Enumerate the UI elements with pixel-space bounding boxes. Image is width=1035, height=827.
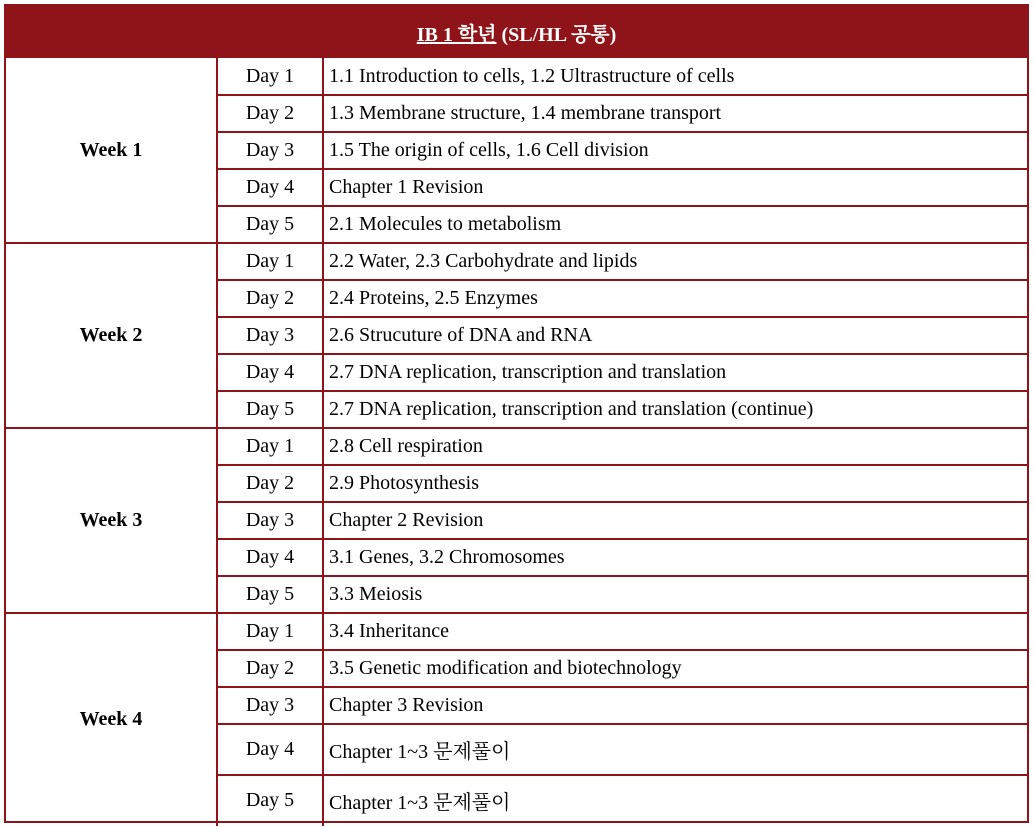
topic-text: 2.6 Strucuture of DNA and RNA xyxy=(329,324,593,346)
day-label: Day 4 xyxy=(218,539,324,576)
topic-text: Chapter 3 Revision xyxy=(329,694,484,716)
topic-text: Chapter 1 Revision xyxy=(329,176,484,198)
day-label: Day 2 xyxy=(218,465,324,502)
topic-text: 3.4 Inheritance xyxy=(329,620,449,642)
day-label: Day 1 xyxy=(218,613,324,650)
table-row xyxy=(218,391,1027,428)
topic-text: 2.4 Proteins, 2.5 Enzymes xyxy=(329,287,538,309)
table-row xyxy=(218,465,1027,502)
week-label: Week 1 xyxy=(6,58,218,243)
topic-text: 2.7 DNA replication, transcription and translation xyxy=(329,361,727,383)
title-grade: IB 1 학년 xyxy=(416,23,497,46)
day-label: Day 2 xyxy=(218,650,324,687)
day-label: Day 5 xyxy=(218,576,324,613)
day-label: Day 1 xyxy=(218,243,324,280)
table-row xyxy=(218,280,1027,317)
topic-text: 1.3 Membrane structure, 1.4 membrane transport xyxy=(329,102,722,124)
table-row xyxy=(218,687,1027,724)
day-label: Day 2 xyxy=(218,280,324,317)
week-label: Week 3 xyxy=(6,428,218,613)
topic-text: 2.9 Photosynthesis xyxy=(329,472,480,494)
day-label: Day 1 xyxy=(218,58,324,95)
table-row xyxy=(218,354,1027,391)
title-course: (SL/HL 공통) xyxy=(501,23,617,46)
table-row xyxy=(218,95,1027,132)
day-label: Day 5 xyxy=(218,391,324,428)
week-label: Week 2 xyxy=(6,243,218,428)
table-row xyxy=(218,502,1027,539)
day-label: Day 2 xyxy=(218,95,324,132)
day-label: Day 4 xyxy=(218,354,324,391)
topic-text: 2.2 Water, 2.3 Carbohydrate and lipids xyxy=(329,250,638,272)
topic-text: 3.5 Genetic modification and biotechnology xyxy=(329,657,682,679)
day-label: Day 3 xyxy=(218,132,324,169)
schedule-table xyxy=(4,4,1029,823)
table-row xyxy=(218,576,1027,613)
topic-text: Chapter 1~3 문제풀이 xyxy=(329,792,511,814)
table-row xyxy=(218,428,1027,465)
table-row xyxy=(218,724,1027,775)
day-label: Day 3 xyxy=(218,502,324,539)
day-label: Day 4 xyxy=(218,169,324,206)
topic-text: 3.1 Genes, 3.2 Chromosomes xyxy=(329,546,565,568)
topic-text: Chapter 2 Revision xyxy=(329,509,484,531)
table-row xyxy=(218,650,1027,687)
week-label: Week 4 xyxy=(6,613,218,826)
table-row xyxy=(218,132,1027,169)
table-row xyxy=(218,206,1027,243)
table-row xyxy=(218,169,1027,206)
table-row xyxy=(218,613,1027,650)
day-label: Day 4 xyxy=(218,724,324,775)
day-label: Day 3 xyxy=(218,687,324,724)
table-row xyxy=(218,58,1027,95)
table-row xyxy=(218,317,1027,354)
day-label: Day 1 xyxy=(218,428,324,465)
topic-text: 2.8 Cell respiration xyxy=(329,435,483,457)
table-row xyxy=(218,539,1027,576)
topic-text: 1.1 Introduction to cells, 1.2 Ultrastructure of cells xyxy=(329,65,735,87)
day-label: Day 5 xyxy=(218,775,324,826)
topic-text: 1.5 The origin of cells, 1.6 Cell division xyxy=(329,139,649,161)
topic-text: Chapter 1~3 문제풀이 xyxy=(329,741,511,763)
topic-text: 3.3 Meiosis xyxy=(329,583,423,605)
table-row xyxy=(218,775,1027,826)
topic-text: 2.7 DNA replication, transcription and translation (continue) xyxy=(329,398,814,420)
topic-text: 2.1 Molecules to metabolism xyxy=(329,213,562,235)
day-label: Day 3 xyxy=(218,317,324,354)
table-row xyxy=(218,243,1027,280)
day-label: Day 5 xyxy=(218,206,324,243)
table-title xyxy=(6,6,1027,58)
